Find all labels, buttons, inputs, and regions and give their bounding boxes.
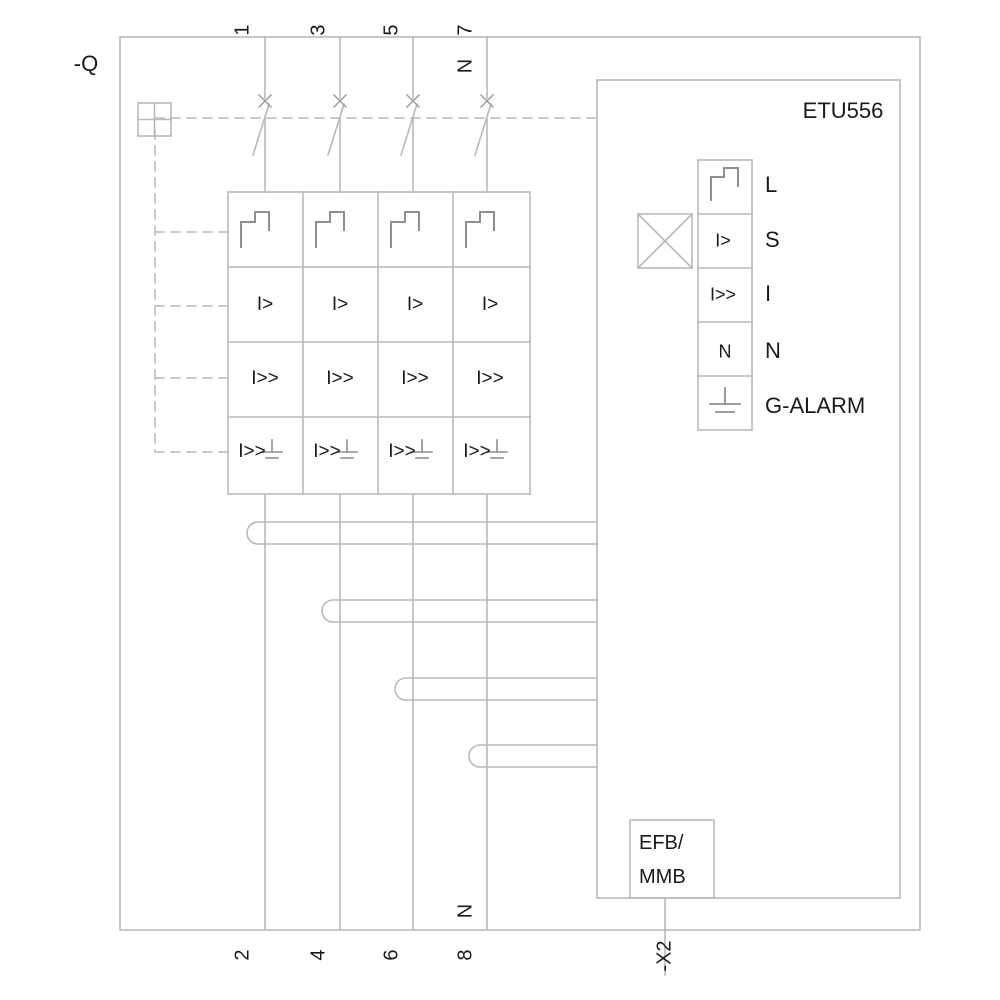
terminal-7-label: 7: [454, 24, 477, 36]
short-circuit-cell-1: I>>: [251, 368, 279, 389]
function-i-label: I: [765, 281, 772, 306]
ground-fault-cell-4: I>>: [463, 441, 491, 462]
function-n-label: N: [765, 338, 781, 363]
function-s-symbol: I>: [715, 230, 731, 251]
terminal-4-label: 4: [307, 949, 330, 961]
function-n-symbol: N: [718, 341, 732, 362]
short-circuit-cell-3: I>>: [401, 368, 429, 389]
etu-outline: [597, 80, 900, 898]
function-s-label: S: [765, 227, 780, 252]
efb-mmb-line2: MMB: [639, 866, 686, 888]
ground-fault-cell-1: I>>: [238, 441, 266, 462]
bottom-conductors: [265, 494, 487, 930]
overcurrent-cell-4: I>: [481, 294, 499, 315]
crossed-square-icon: [638, 214, 692, 268]
overcurrent-cell-2: I>: [331, 294, 349, 315]
operating-mechanism-icon: [138, 103, 171, 136]
function-g-alarm-label: G-ALARM: [765, 393, 866, 418]
overcurrent-cell-3: I>: [406, 294, 424, 315]
function-g-alarm-symbol: [710, 388, 740, 412]
device-tag-q: -Q: [73, 51, 99, 76]
terminal-1-label: 1: [231, 24, 254, 36]
terminal-block-x2-label: -X2: [653, 940, 676, 972]
ground-fault-cell-2: I>>: [313, 441, 341, 462]
terminal-8-label: 8: [454, 949, 477, 961]
switch-contacts: [253, 104, 491, 192]
function-l-symbol: [711, 168, 738, 200]
etu-model-label: ETU556: [802, 98, 884, 123]
function-i-symbol: I>>: [709, 284, 737, 305]
contact-markers: [259, 95, 493, 107]
short-circuit-cell-2: I>>: [326, 368, 354, 389]
overcurrent-cell-1: I>: [256, 294, 274, 315]
device-outline: [120, 37, 920, 930]
ground-fault-cell-3: I>>: [388, 441, 416, 462]
terminal-6-label: 6: [380, 949, 403, 961]
current-transformer-loops: [247, 522, 597, 767]
top-neutral-label: N: [454, 58, 477, 74]
efb-mmb-line1: EFB/: [639, 832, 684, 854]
terminal-2-label: 2: [231, 949, 254, 961]
bottom-neutral-label: N: [454, 903, 477, 919]
short-circuit-cell-4: I>>: [476, 368, 504, 389]
function-l-label: L: [765, 172, 778, 197]
terminal-3-label: 3: [307, 24, 330, 36]
thermal-release-symbols: [241, 212, 494, 247]
terminal-5-label: 5: [380, 24, 403, 36]
